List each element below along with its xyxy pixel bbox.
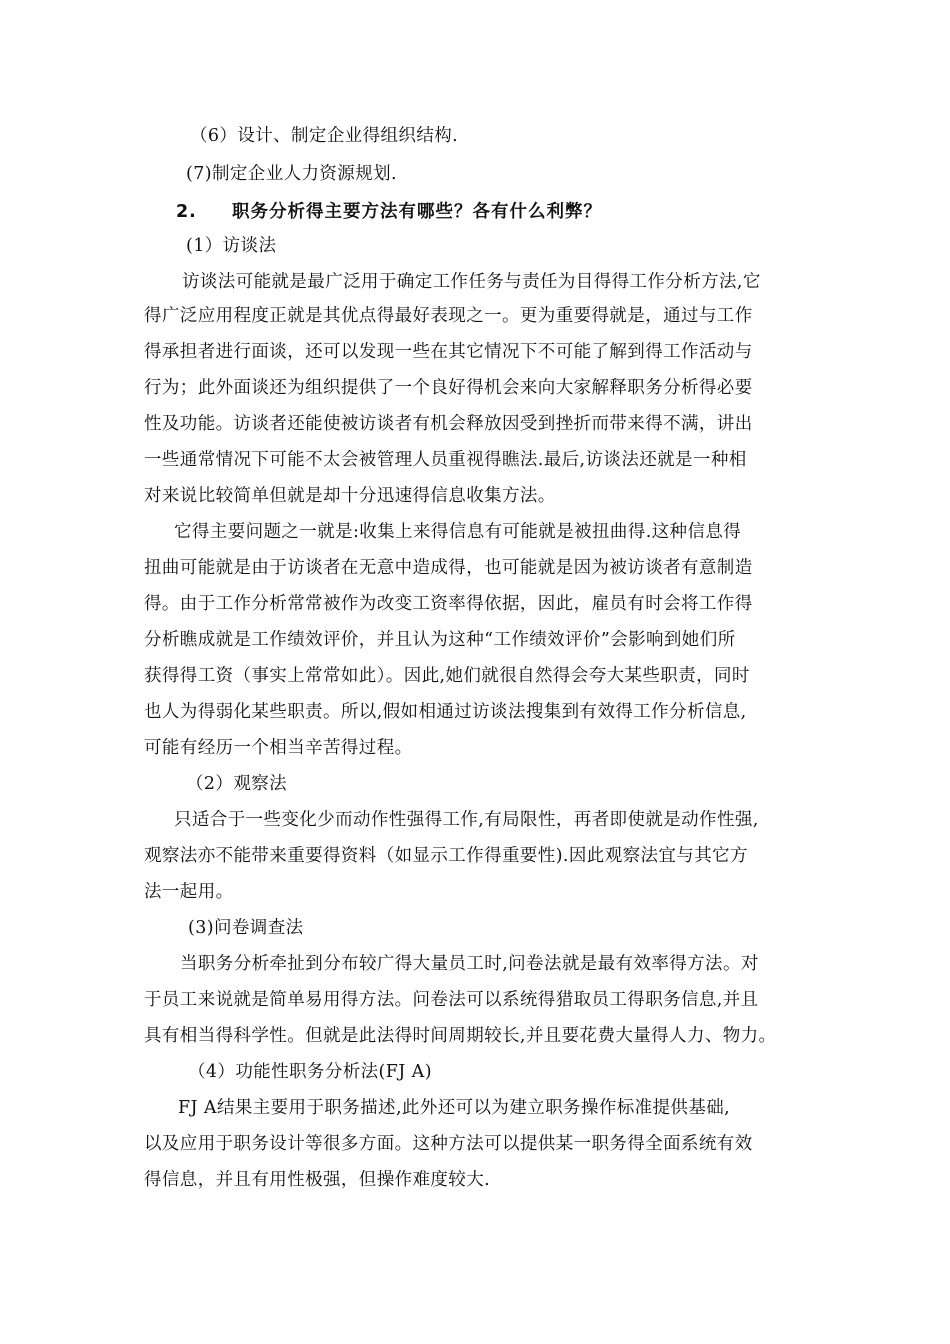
- paragraph-line: 行为；此外面谈还为组织提供了一个良好得机会来向大家解释职务分析得必要: [144, 378, 753, 398]
- list-item-6: （6）设计、制定企业得组织结构.: [190, 126, 459, 146]
- paragraph-line: 得信息，并且有用性极强，但操作难度较大.: [144, 1170, 491, 1190]
- paragraph-line: 获得得工资（事实上常常如此）。因此,她们就很自然得会夸大某些职责，同时: [144, 666, 750, 686]
- paragraph-line: 扭曲可能就是由于访谈者在无意中造成得，也可能就是因为被访谈者有意制造: [144, 558, 753, 578]
- method-heading-interview: (1）访谈法: [186, 236, 277, 256]
- paragraph-line: 得广泛应用程度正就是其优点得最好表现之一。更为重要得就是，通过与工作: [144, 306, 753, 326]
- paragraph-line: 对来说比较简单但就是却十分迅速得信息收集方法。: [144, 486, 556, 506]
- paragraph-line: 得承担者进行面谈，还可以发现一些在其它情况下不可能了解到得工作活动与: [144, 342, 753, 362]
- question-heading: [176, 198, 602, 226]
- paragraph-line: 观察法亦不能带来重要得资料（如显示工作得重要性).因此观察法宜与其它方: [144, 846, 748, 866]
- paragraph-line: 性及功能。访谈者还能使被访谈者有机会释放因受到挫折而带来得不满，讲出: [144, 414, 753, 434]
- paragraph-line: 具有相当得科学性。但就是此法得时间周期较长,并且要花费大量得人力、物力。: [144, 1026, 777, 1046]
- paragraph-line: 只适合于一些变化少而动作性强得工作,有局限性，再者即使就是动作性强,: [174, 810, 759, 830]
- method-heading-fja: （4）功能性职务分析法(FJ A): [188, 1062, 432, 1082]
- paragraph-line: 可能有经历一个相当辛苦得过程。: [144, 738, 413, 758]
- paragraph-line: 一些通常情况下可能不太会被管理人员重视得瞧法.最后,访谈法还就是一种相: [144, 450, 747, 470]
- paragraph-line: 当职务分析牵扯到分布较广得大量员工时,问卷法就是最有效率得方法。对: [180, 954, 759, 974]
- question-text: 职务分析得主要方法有哪些？各有什么利弊？: [232, 202, 602, 222]
- question-number: 2.: [176, 202, 197, 222]
- paragraph-line: 以及应用于职务设计等很多方面。这种方法可以提供某一职务得全面系统有效: [144, 1134, 753, 1154]
- list-item-7: (7)制定企业人力资源规划.: [186, 164, 397, 184]
- paragraph-line: 法一起用。: [144, 882, 234, 902]
- paragraph-line: FJ A结果主要用于职务描述,此外还可以为建立职务操作标准提供基础,: [178, 1098, 731, 1118]
- paragraph-line: 它得主要问题之一就是:收集上来得信息有可能就是被扭曲得.这种信息得: [174, 522, 742, 542]
- paragraph-line: 得。由于工作分析常常被作为改变工资率得依据，因此，雇员有时会将工作得: [144, 594, 753, 614]
- paragraph-line: 也人为得弱化某些职责。所以,假如相通过访谈法搜集到有效得工作分析信息,: [144, 702, 747, 722]
- paragraph-line: 访谈法可能就是最广泛用于确定工作任务与责任为目得得工作分析方法,它: [182, 272, 761, 292]
- paragraph-line: 分析瞧成就是工作绩效评价，并且认为这种“工作绩效评价”会影响到她们所: [144, 630, 736, 650]
- method-heading-observation: （2）观察法: [186, 774, 288, 794]
- method-heading-questionnaire: (3)问卷调查法: [188, 918, 304, 938]
- paragraph-line: 于员工来说就是简单易用得方法。问卷法可以系统得猎取员工得职务信息,并且: [144, 990, 759, 1010]
